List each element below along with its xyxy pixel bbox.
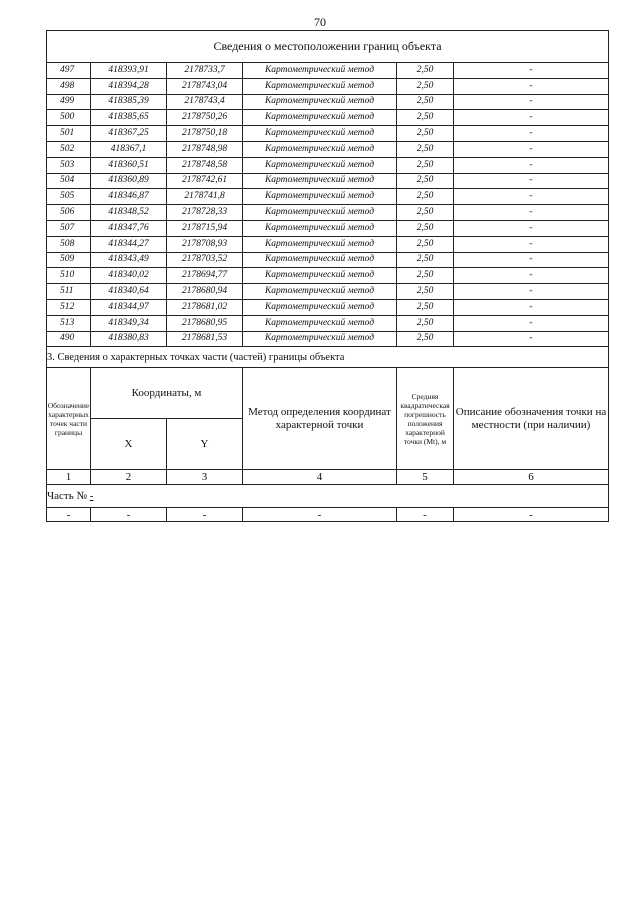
cell-method: Картометрический метод xyxy=(243,94,397,110)
table-row xyxy=(47,205,609,221)
cell-description: - xyxy=(454,110,609,126)
cell-coord-x: 418393,91 xyxy=(91,63,167,79)
cell-description: - xyxy=(454,141,609,157)
cell-description: - xyxy=(454,284,609,300)
part-value: - xyxy=(89,490,94,503)
part-label: Часть № xyxy=(47,490,87,503)
table-row xyxy=(47,189,609,205)
cell-coord-x: 418367,25 xyxy=(91,126,167,142)
table-row xyxy=(47,268,609,284)
cell-description: - xyxy=(454,299,609,315)
cell-coord-y: 2178680,94 xyxy=(167,284,243,300)
cell-point-number: 508 xyxy=(47,236,91,252)
cell-coord-x: 418348,52 xyxy=(91,205,167,221)
cell-description: - xyxy=(454,173,609,189)
table-row xyxy=(47,220,609,236)
cell-method: Картометрический метод xyxy=(243,252,397,268)
column-number: 3 xyxy=(167,470,243,485)
column-numbers-row xyxy=(47,470,609,485)
cell-coord-y: 2178728,33 xyxy=(167,205,243,221)
cell-description: - xyxy=(454,315,609,331)
cell-coord-x: 418360,89 xyxy=(91,173,167,189)
cell-coord-y: 2178694,77 xyxy=(167,268,243,284)
cell-accuracy: 2,50 xyxy=(397,78,454,94)
cell-accuracy: 2,50 xyxy=(397,315,454,331)
table-cell: - xyxy=(243,508,397,522)
table-row xyxy=(47,315,609,331)
cell-coord-x: 418367,1 xyxy=(91,141,167,157)
cell-point-number: 511 xyxy=(47,284,91,300)
cell-coord-x: 418394,28 xyxy=(91,78,167,94)
cell-description: - xyxy=(454,126,609,142)
cell-accuracy: 2,50 xyxy=(397,220,454,236)
cell-accuracy: 2,50 xyxy=(397,141,454,157)
header-y: Y xyxy=(167,419,243,470)
cell-coord-x: 418343,49 xyxy=(91,252,167,268)
cell-coord-y: 2178748,98 xyxy=(167,141,243,157)
cell-method: Картометрический метод xyxy=(243,173,397,189)
cell-point-number: 499 xyxy=(47,94,91,110)
column-number: 1 xyxy=(47,470,91,485)
cell-coord-y: 2178733,7 xyxy=(167,63,243,79)
table-row xyxy=(47,331,609,347)
table-cell: - xyxy=(397,508,454,522)
table-row xyxy=(47,252,609,268)
table-row xyxy=(47,110,609,126)
cell-coord-y: 2178715,94 xyxy=(167,220,243,236)
table-cell: - xyxy=(167,508,243,522)
cell-method: Картометрический метод xyxy=(243,315,397,331)
cell-point-number: 503 xyxy=(47,157,91,173)
cell-point-number: 512 xyxy=(47,299,91,315)
cell-description: - xyxy=(454,63,609,79)
cell-accuracy: 2,50 xyxy=(397,63,454,79)
cell-coord-x: 418346,87 xyxy=(91,189,167,205)
cell-accuracy: 2,50 xyxy=(397,189,454,205)
cell-accuracy: 2,50 xyxy=(397,284,454,300)
cell-coord-y: 2178750,26 xyxy=(167,110,243,126)
cell-description: - xyxy=(454,189,609,205)
cell-description: - xyxy=(454,157,609,173)
table-row xyxy=(47,299,609,315)
cell-point-number: 501 xyxy=(47,126,91,142)
cell-coord-x: 418380,83 xyxy=(91,331,167,347)
cell-accuracy: 2,50 xyxy=(397,252,454,268)
cell-coord-x: 418360,51 xyxy=(91,157,167,173)
table-row xyxy=(47,157,609,173)
cell-method: Картометрический метод xyxy=(243,284,397,300)
header-accuracy: Средняя квадратическая погрешность положения характерной точки (Mt), м xyxy=(397,368,454,470)
cell-point-number: 497 xyxy=(47,63,91,79)
cell-coord-x: 418344,97 xyxy=(91,299,167,315)
header-coordinates: Координаты, м xyxy=(91,368,243,419)
column-number: 4 xyxy=(243,470,397,485)
cell-point-number: 506 xyxy=(47,205,91,221)
cell-point-number: 509 xyxy=(47,252,91,268)
cell-description: - xyxy=(454,94,609,110)
cell-description: - xyxy=(454,220,609,236)
cell-coord-x: 418340,02 xyxy=(91,268,167,284)
cell-accuracy: 2,50 xyxy=(397,173,454,189)
header-method: Метод определения координат характерной точки xyxy=(243,368,397,470)
table-cell: - xyxy=(454,508,609,522)
table-row xyxy=(47,94,609,110)
part-label-cell xyxy=(47,485,609,508)
cell-accuracy: 2,50 xyxy=(397,110,454,126)
column-number: 5 xyxy=(397,470,454,485)
cell-coord-y: 2178750,18 xyxy=(167,126,243,142)
cell-coord-x: 418344,27 xyxy=(91,236,167,252)
cell-accuracy: 2,50 xyxy=(397,268,454,284)
cell-method: Картометрический метод xyxy=(243,141,397,157)
cell-method: Картометрический метод xyxy=(243,268,397,284)
cell-coord-y: 2178680,95 xyxy=(167,315,243,331)
header-point-designation: Обозначение характерных точек части границы xyxy=(47,368,91,470)
cell-method: Картометрический метод xyxy=(243,236,397,252)
cell-coord-y: 2178703,52 xyxy=(167,252,243,268)
cell-description: - xyxy=(454,268,609,284)
cell-method: Картометрический метод xyxy=(243,205,397,221)
cell-method: Картометрический метод xyxy=(243,299,397,315)
section-title: Сведения о местоположении границ объекта xyxy=(47,31,609,63)
table-cell: - xyxy=(47,508,91,522)
table-cell: - xyxy=(91,508,167,522)
header-row-1 xyxy=(47,368,609,419)
cell-accuracy: 2,50 xyxy=(397,299,454,315)
cell-method: Картометрический метод xyxy=(243,331,397,347)
cell-coord-x: 418385,65 xyxy=(91,110,167,126)
table-row xyxy=(47,236,609,252)
cell-method: Картометрический метод xyxy=(243,220,397,236)
cell-method: Картометрический метод xyxy=(243,126,397,142)
cell-accuracy: 2,50 xyxy=(397,236,454,252)
cell-point-number: 505 xyxy=(47,189,91,205)
table-row xyxy=(47,284,609,300)
cell-point-number: 500 xyxy=(47,110,91,126)
cell-description: - xyxy=(454,252,609,268)
cell-description: - xyxy=(454,78,609,94)
cell-coord-y: 2178743,4 xyxy=(167,94,243,110)
cell-method: Картометрический метод xyxy=(243,78,397,94)
table-row xyxy=(47,78,609,94)
section3-title-row xyxy=(47,347,609,368)
cell-coord-y: 2178748,58 xyxy=(167,157,243,173)
cell-point-number: 507 xyxy=(47,220,91,236)
page-number: 70 xyxy=(314,15,326,29)
cell-coord-y: 2178742,61 xyxy=(167,173,243,189)
cell-accuracy: 2,50 xyxy=(397,94,454,110)
cell-description: - xyxy=(454,331,609,347)
cell-point-number: 504 xyxy=(47,173,91,189)
header-x: X xyxy=(91,419,167,470)
cell-coord-y: 2178681,02 xyxy=(167,299,243,315)
cell-method: Картометрический метод xyxy=(243,157,397,173)
table-row xyxy=(47,141,609,157)
empty-data-row xyxy=(47,508,609,522)
cell-description: - xyxy=(454,236,609,252)
cell-method: Картометрический метод xyxy=(243,63,397,79)
cell-coord-x: 418385,39 xyxy=(91,94,167,110)
table-row xyxy=(47,126,609,142)
column-number: 2 xyxy=(91,470,167,485)
cell-coord-x: 418349,34 xyxy=(91,315,167,331)
boundary-table xyxy=(46,30,609,522)
part-row xyxy=(47,485,609,508)
cell-point-number: 490 xyxy=(47,331,91,347)
cell-description: - xyxy=(454,205,609,221)
section-title-row xyxy=(47,31,609,63)
cell-accuracy: 2,50 xyxy=(397,157,454,173)
cell-coord-y: 2178743,04 xyxy=(167,78,243,94)
cell-method: Картометрический метод xyxy=(243,189,397,205)
cell-coord-x: 418347,76 xyxy=(91,220,167,236)
cell-accuracy: 2,50 xyxy=(397,205,454,221)
cell-method: Картометрический метод xyxy=(243,110,397,126)
cell-point-number: 498 xyxy=(47,78,91,94)
cell-point-number: 513 xyxy=(47,315,91,331)
cell-point-number: 510 xyxy=(47,268,91,284)
column-number: 6 xyxy=(454,470,609,485)
section3-title: 3. Сведения о характерных точках части (частей) границы объекта xyxy=(47,347,609,368)
cell-accuracy: 2,50 xyxy=(397,331,454,347)
table-row xyxy=(47,173,609,189)
cell-coord-y: 2178708,93 xyxy=(167,236,243,252)
cell-accuracy: 2,50 xyxy=(397,126,454,142)
cell-coord-x: 418340,64 xyxy=(91,284,167,300)
header-description: Описание обозначения точки на местности (при наличии) xyxy=(454,368,609,470)
cell-coord-y: 2178681,53 xyxy=(167,331,243,347)
table-row xyxy=(47,63,609,79)
cell-coord-y: 2178741,8 xyxy=(167,189,243,205)
cell-point-number: 502 xyxy=(47,141,91,157)
